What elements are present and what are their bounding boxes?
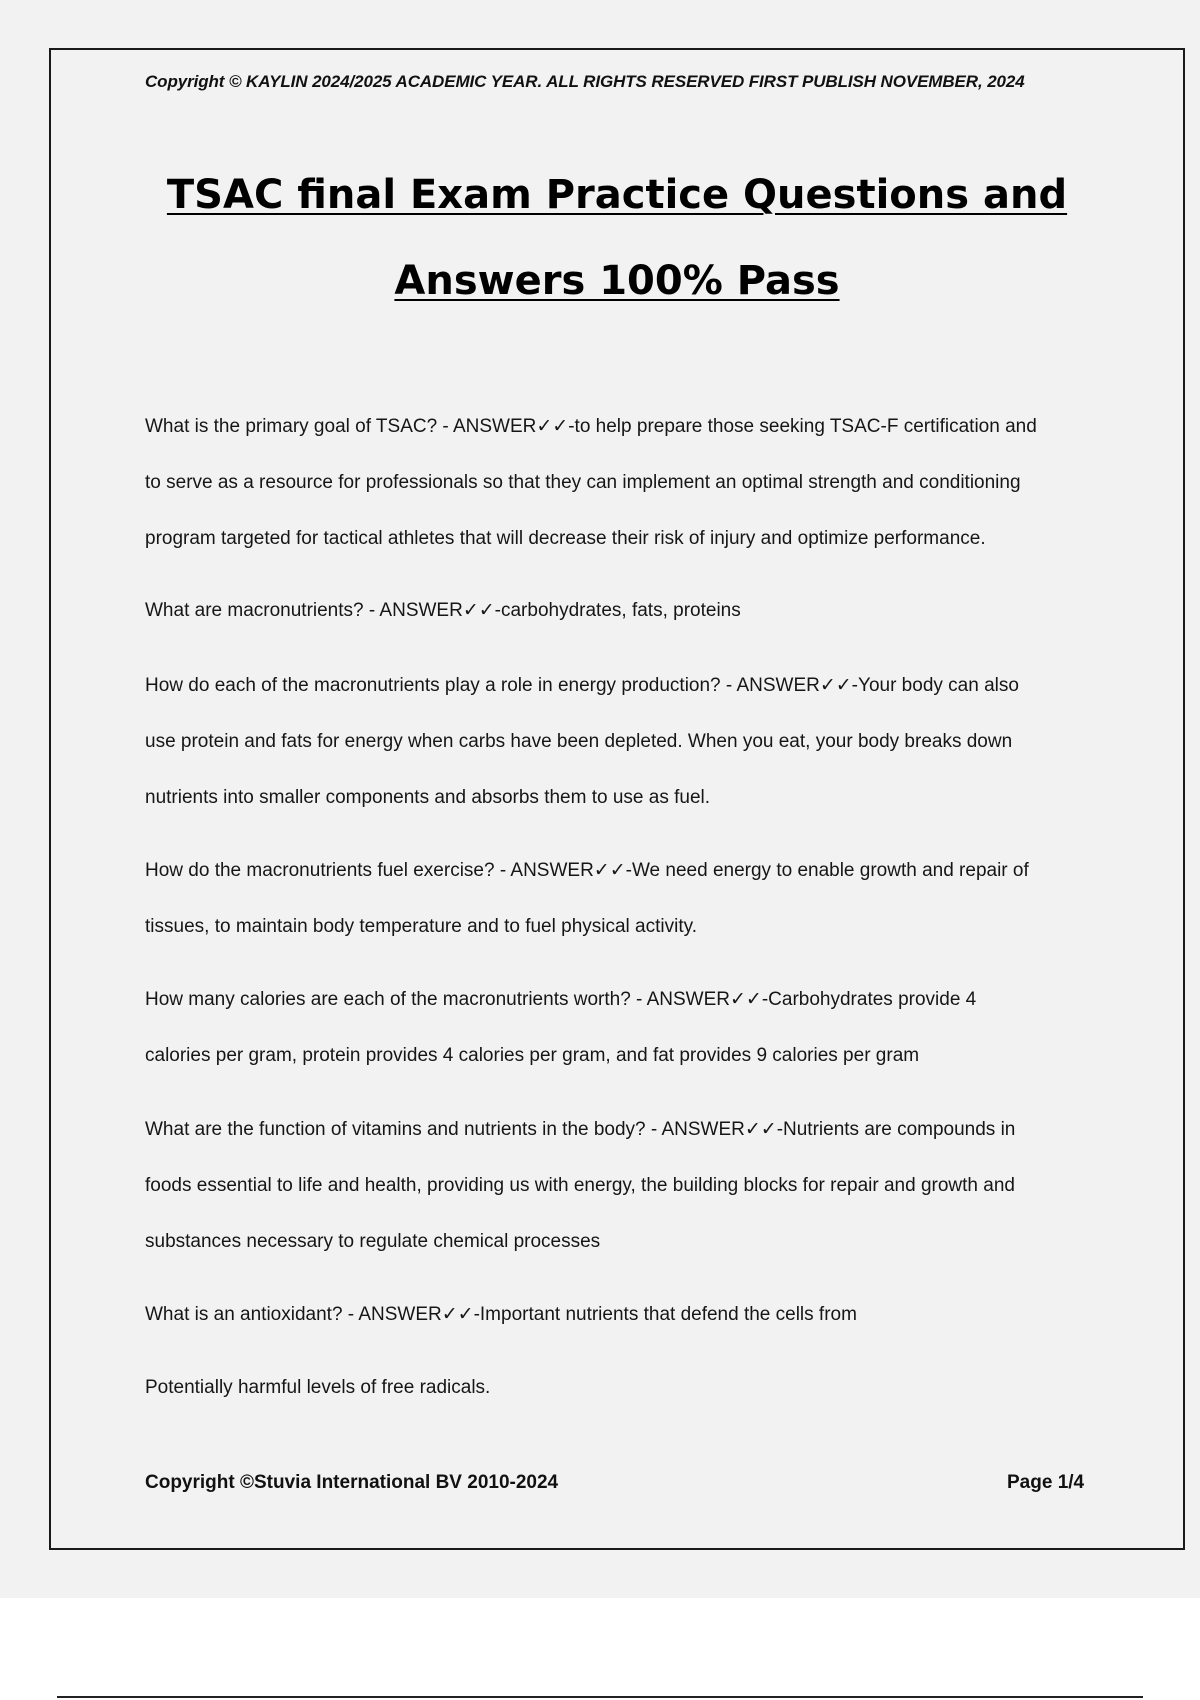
- qa-line: substances necessary to regulate chemical processes: [145, 1231, 601, 1252]
- header-copyright: Copyright © KAYLIN 2024/2025 ACADEMIC YEAR. ALL RIGHTS RESERVED FIRST PUBLISH NOVEMBER, 2024: [145, 72, 1025, 91]
- qa-line: What are the function of vitamins and nutrients in the body? - ANSWER✓✓-Nutrients are compounds in: [145, 1119, 1016, 1140]
- footer-copyright: Copyright ©Stuvia International BV 2010-2024: [145, 1472, 559, 1493]
- document-title-line-1: [0, 172, 1200, 218]
- qa-line: How many calories are each of the macronutrients worth? - ANSWER✓✓-Carbohydrates provide 4: [145, 989, 977, 1010]
- page-number: Page 1/4: [1007, 1472, 1085, 1493]
- qa-line: to serve as a resource for professionals so that they can implement an optimal strength and conditioning: [145, 472, 1021, 493]
- qa-line: use protein and fats for energy when carbs have been depleted. When you eat, your body breaks down: [145, 731, 1013, 752]
- qa-line: How do the macronutrients fuel exercise? - ANSWER✓✓-We need energy to enable growth and repair of: [145, 860, 1029, 881]
- qa-line: program targeted for tactical athletes that will decrease their risk of injury and optimize performance.: [145, 528, 986, 549]
- title-text-2: Answers 100% Pass: [394, 258, 840, 304]
- qa-line: What is the primary goal of TSAC? - ANSWER✓✓-to help prepare those seeking TSAC-F certification and: [145, 416, 1037, 437]
- qa-line: What are macronutrients? - ANSWER✓✓-carbohydrates, fats, proteins: [145, 600, 741, 621]
- qa-item-4: [145, 856, 1095, 968]
- qa-line: How do each of the macronutrients play a role in energy production? - ANSWER✓✓-Your body can also: [145, 675, 1019, 696]
- qa-item-7: [145, 1300, 1095, 1356]
- qa-line: nutrients into smaller components and absorbs them to use as fuel.: [145, 787, 711, 808]
- qa-item-5: [145, 985, 1095, 1097]
- qa-line: Potentially harmful levels of free radicals.: [145, 1377, 491, 1398]
- qa-item-3: [145, 671, 1095, 839]
- qa-item-1: [145, 412, 1095, 580]
- qa-line: calories per gram, protein provides 4 calories per gram, and fat provides 9 calories per gram: [145, 1045, 920, 1066]
- qa-item-2: [145, 596, 1095, 652]
- qa-line: tissues, to maintain body temperature and to fuel physical activity.: [145, 916, 697, 937]
- qa-line: What is an antioxidant? - ANSWER✓✓-Important nutrients that defend the cells from: [145, 1304, 857, 1325]
- qa-item-8: [145, 1373, 1095, 1429]
- qa-item-6: [145, 1115, 1095, 1283]
- qa-line: foods essential to life and health, providing us with energy, the building blocks for repair and growth and: [145, 1175, 1015, 1196]
- document-title-line-2: [0, 258, 1200, 304]
- title-text-1: TSAC final Exam Practice Questions and: [166, 172, 1068, 218]
- page-divider: [57, 1696, 1143, 1698]
